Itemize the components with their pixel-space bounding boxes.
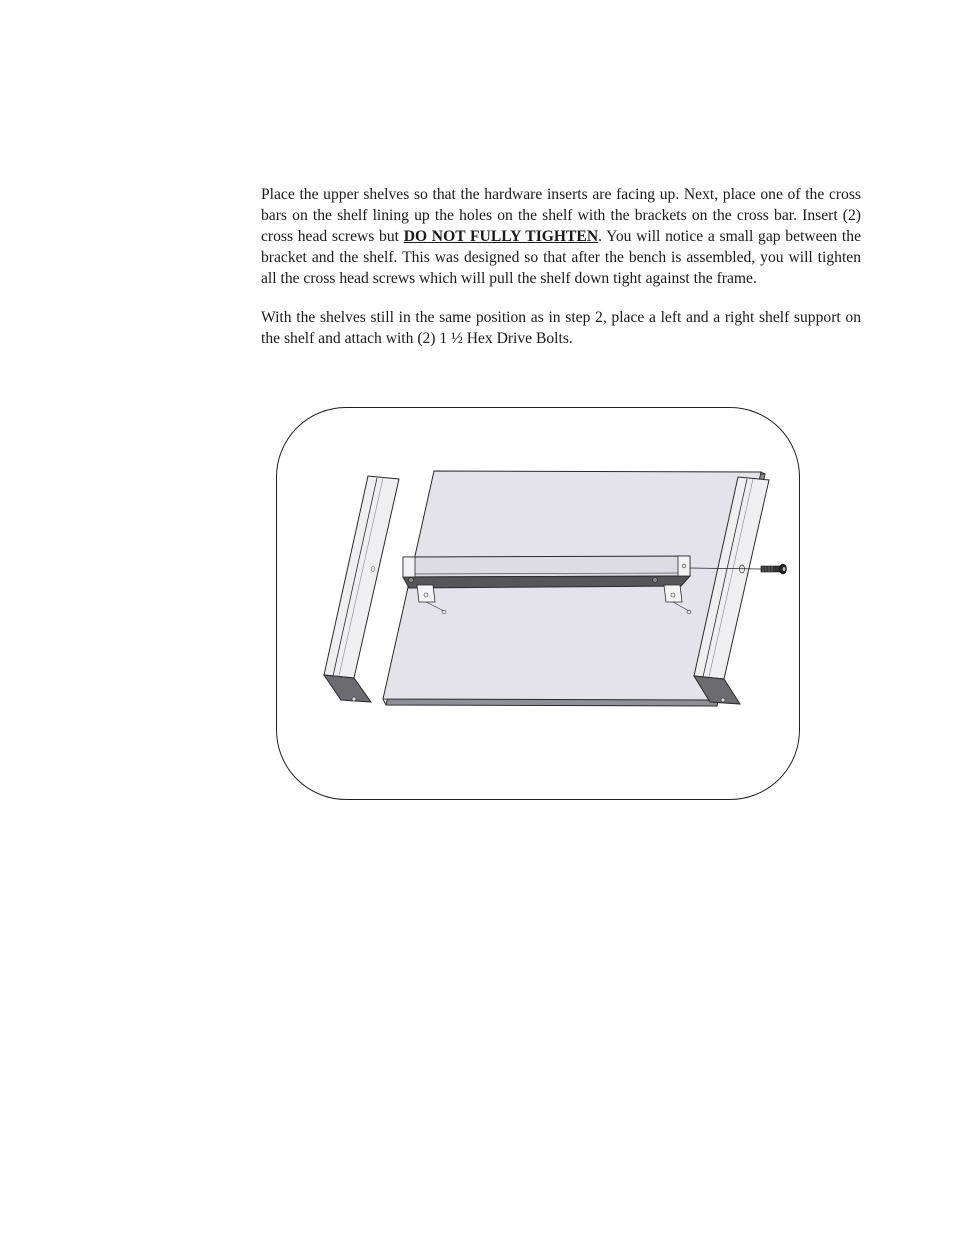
left-shelf-support (324, 476, 399, 702)
assembly-diagram (277, 408, 801, 801)
do-not-tighten-warning: DO NOT FULLY TIGHTEN (403, 228, 599, 245)
left-bracket (417, 585, 435, 602)
cross-bar (403, 556, 690, 588)
step-2-text-start: Place the upper shelves so that the hardware inserts are facing up. Next, place one of the cross bars on the shelf lining up the holes on the shelf with the brackets on the cross bar. Insert (2) cross head screws but (261, 186, 861, 245)
instruction-text (261, 184, 861, 349)
step-2-text-end: . You will notice a small gap between the bracket and the shelf. This was designed so that after the bench is assembled, you will tighten all the cross head screws which will pull the shelf down tight against the frame. (261, 228, 861, 287)
step-3-paragraph: With the shelves still in the same position as in step 2, place a left and a right shelf support on the shelf and attach with (2) 1 ½ Hex Drive Bolts. (261, 309, 861, 347)
step-2-paragraph (261, 184, 861, 289)
right-bracket (664, 585, 682, 602)
assembly-figure-frame (276, 407, 800, 800)
